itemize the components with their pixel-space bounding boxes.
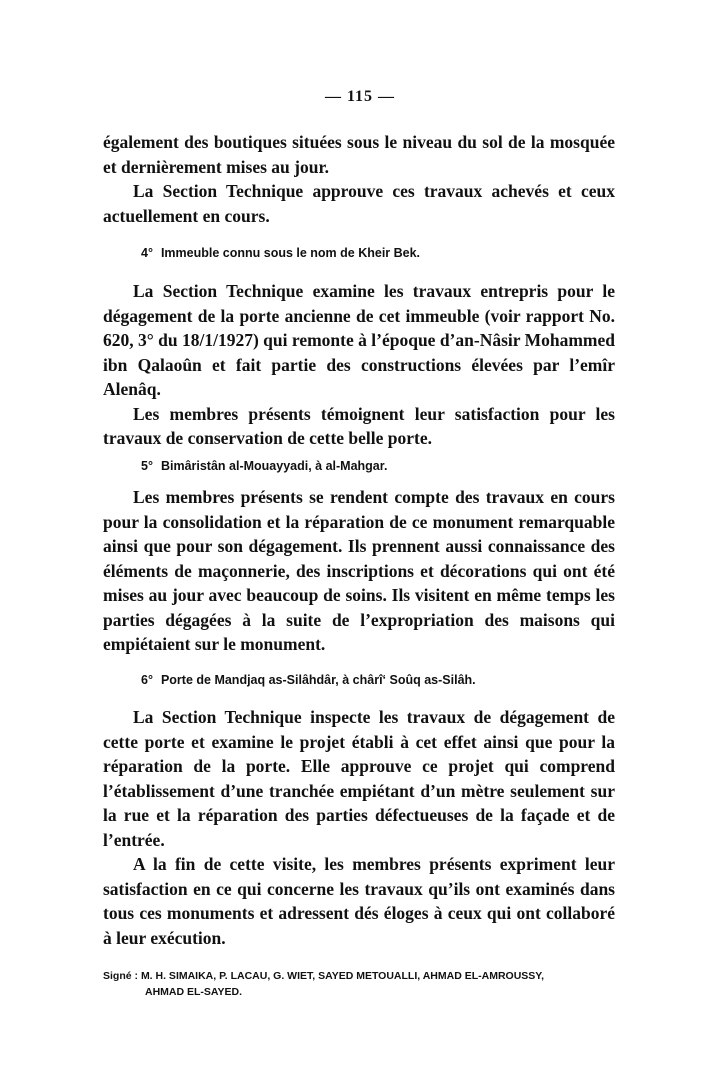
signature-block	[103, 968, 623, 1000]
section-5-title: Bimâristân al-Mouayyadi, à al-Mahgar.	[160, 459, 388, 473]
signature-names-1: M. H. SIMAIKA, P. LACAU, G. WIET, SAYED METOUALLI, AHMAD EL-AMROUSSY,	[140, 970, 545, 982]
section-6-paragraph-2: A la fin de cette visite, les membres présents expriment leur satisfaction en ce qui concerne les travaux qu’ils ont examinés dans tous ces monuments et adressent dés éloges à ceux qui ont collaboré à leur exécution.	[103, 854, 615, 948]
section-6-paragraph-1: La Section Technique inspecte les travaux de dégagement de cette porte et examine le projet établi à cet effet ainsi que pour la réparation de la porte. Elle approuve ce projet qui comprend l’établissement d’une tranchée empiétant d’un mètre seulement sur la rue et la réparation des parties défectueuses de la façade et de l’entrée.	[103, 707, 615, 850]
section-4-number: 4°	[141, 246, 153, 260]
section-5-number: 5°	[141, 459, 153, 473]
page-number: — 115 —	[324, 88, 396, 105]
section-5-heading	[141, 458, 621, 474]
section-6-number: 6°	[141, 673, 153, 687]
section-6-title: Porte de Mandjaq as-Silâhdâr, à chârî‘ Soûq as-Silâh.	[160, 673, 476, 687]
section-4-title: Immeuble connu sous le nom de Kheir Bek.	[160, 246, 421, 260]
intro-paragraph-1: également des boutiques situées sous le niveau du sol de la mosquée et dernièrement mises au jour.	[103, 132, 615, 177]
section-4-paragraph-1: La Section Technique examine les travaux entrepris pour le dégagement de la porte ancienne de cet immeuble (voir rapport No. 620, 3° du 18/1/1927) qui remonte à l’époque d’an-Nâsir Mohammed ibn Qalaoûn et fait partie des constructions élevées par l’emîr Alenâq.	[103, 281, 615, 399]
signature-label: Signé :	[103, 970, 139, 982]
section-4-paragraph-2: Les membres présents témoignent leur satisfaction pour les travaux de conservation de cette belle porte.	[103, 403, 615, 448]
section-6-body	[103, 705, 615, 950]
signature-line-1	[103, 968, 623, 984]
signature-line-2	[103, 984, 623, 1000]
section-5-paragraph-1: Les membres présents se rendent compte des travaux en cours pour la consolidation et la réparation de ce monument remarquable ainsi que pour son dégagement. Ils prennent aussi connaissance des éléments de maçonnerie, des inscriptions et décorations qui ont été mises au jour avec beaucoup de soins. Ils visitent en même temps les parties dégagées à la suite de l’expropriation des maisons qui empiétaient sur le monument.	[103, 487, 615, 654]
section-6-heading	[141, 672, 621, 688]
section-4-heading	[141, 245, 621, 261]
signature-names-2: AHMAD EL-SAYED.	[145, 986, 243, 998]
intro-paragraph-2: La Section Technique approuve ces travaux achevés et ceux actuellement en cours.	[103, 181, 615, 226]
intro-block	[103, 130, 615, 228]
section-5-body	[103, 485, 615, 657]
section-4-body	[103, 279, 615, 451]
